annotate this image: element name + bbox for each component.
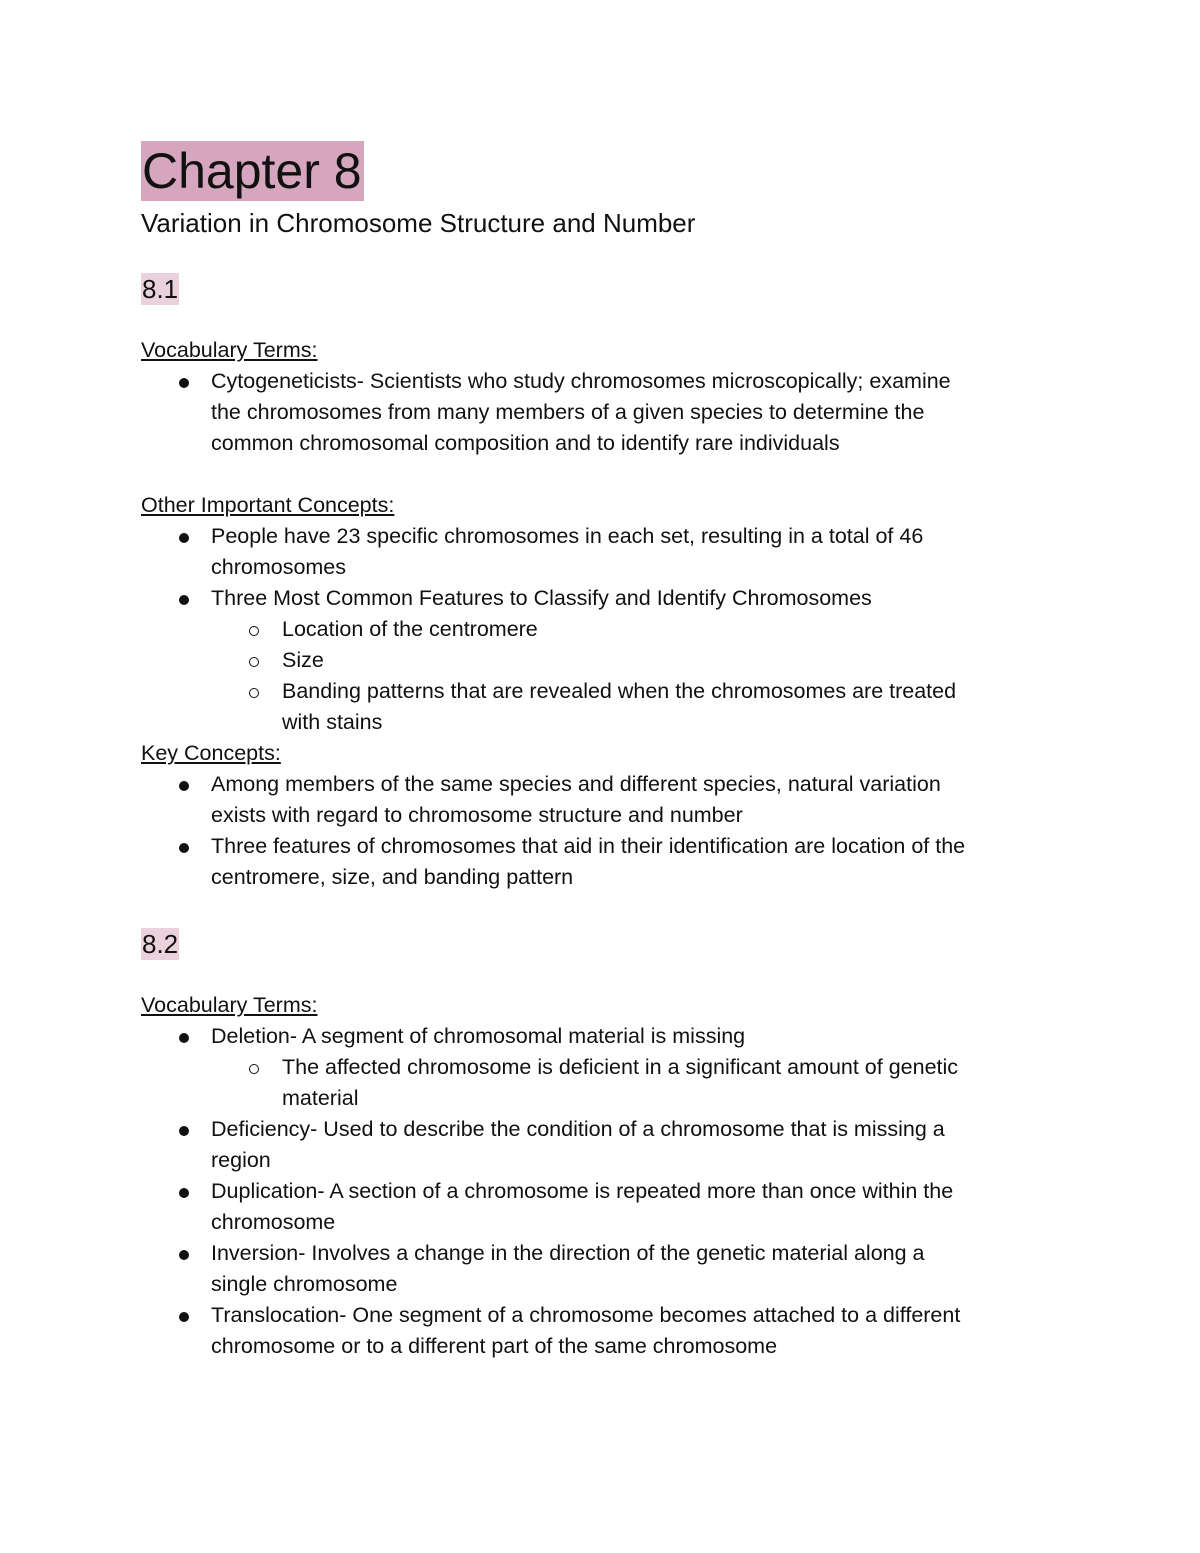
vocabulary-terms-label: Vocabulary Terms:: [141, 993, 318, 1017]
list-item-line: Three features of chromosomes that aid in their identification are location of the: [211, 834, 966, 858]
key-concepts-label: Key Concepts:: [141, 741, 281, 765]
list-item-line: Deletion- A segment of chromosomal material is missing: [211, 1024, 746, 1048]
chapter-title: Chapter 8: [142, 143, 362, 199]
bullet-icon: [179, 1188, 189, 1198]
list-item-line: Duplication- A section of a chromosome is repeated more than once within the: [211, 1179, 954, 1203]
bullet-icon: [179, 781, 189, 791]
list-item-line: Inversion- Involves a change in the direction of the genetic material along a: [211, 1241, 925, 1265]
section-heading-8-1: 8.1: [142, 274, 179, 304]
sub-list-item-line: material: [282, 1086, 359, 1110]
list-item-line: centromere, size, and banding pattern: [211, 865, 574, 889]
bullet-icon: [179, 378, 189, 388]
sub-bullet-icon: [249, 1064, 259, 1074]
bullet-icon: [179, 1033, 189, 1043]
bullet-icon: [179, 1250, 189, 1260]
bullet-icon: [179, 533, 189, 543]
list-item-line: Deficiency- Used to describe the condition of a chromosome that is missing a: [211, 1117, 945, 1141]
sub-bullet-icon: [249, 657, 259, 667]
list-item-line: Translocation- One segment of a chromosome becomes attached to a different: [211, 1303, 961, 1327]
chapter-subtitle: Variation in Chromosome Structure and Number: [141, 208, 696, 238]
list-item-line: chromosome: [211, 1210, 336, 1234]
list-item-line: Three Most Common Features to Classify and Identify Chromosomes: [211, 586, 872, 610]
sub-list-item-line: Size: [282, 648, 324, 672]
sub-list-item-line: The affected chromosome is deficient in a significant amount of genetic: [282, 1055, 959, 1079]
section-heading-8-2: 8.2: [142, 929, 179, 959]
other-concepts-label: Other Important Concepts:: [141, 493, 395, 517]
vocabulary-terms-label: Vocabulary Terms:: [141, 338, 318, 362]
bullet-icon: [179, 1126, 189, 1136]
list-item-line: common chromosomal composition and to identify rare individuals: [211, 431, 840, 455]
list-item-line: single chromosome: [211, 1272, 398, 1296]
list-item-line: region: [211, 1148, 271, 1172]
sub-list-item-line: with stains: [282, 710, 383, 734]
sub-list-item-line: Banding patterns that are revealed when the chromosomes are treated: [282, 679, 957, 703]
list-item-line: chromosomes: [211, 555, 347, 579]
list-item-line: Cytogeneticists- Scientists who study chromosomes microscopically; examine: [211, 369, 951, 393]
bullet-icon: [179, 1312, 189, 1322]
sub-list-item-line: Location of the centromere: [282, 617, 538, 641]
list-item-line: Among members of the same species and different species, natural variation: [211, 772, 941, 796]
bullet-icon: [179, 843, 189, 853]
list-item-line: People have 23 specific chromosomes in each set, resulting in a total of 46: [211, 524, 924, 548]
list-item-line: exists with regard to chromosome structure and number: [211, 803, 743, 827]
list-item-line: the chromosomes from many members of a given species to determine the: [211, 400, 925, 424]
sub-bullet-icon: [249, 688, 259, 698]
sub-bullet-icon: [249, 626, 259, 636]
bullet-icon: [179, 595, 189, 605]
list-item-line: chromosome or to a different part of the same chromosome: [211, 1334, 778, 1358]
